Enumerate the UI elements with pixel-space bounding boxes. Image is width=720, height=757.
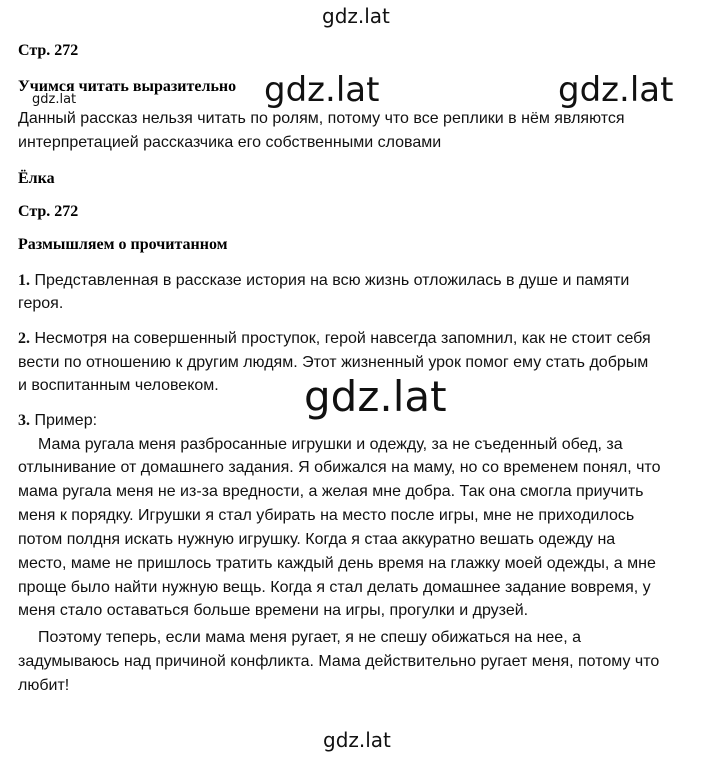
answer-3-line xyxy=(18,410,97,432)
paragraph-line: Данный рассказ нельзя читать по ролям, потому что все реплики в нём являются xyxy=(18,110,625,127)
example-line: задумываюсь над причиной конфликта. Мама действительно ругает меня, потому что xyxy=(18,653,660,670)
answer-2-line: и воспитанным человеком. xyxy=(18,377,219,394)
watermark-big-left: gdz.lat xyxy=(258,70,385,110)
example-line: отлынивание от домашнего задания. Я обижался на маму, но со временем понял, что xyxy=(18,459,661,476)
answer-1-line xyxy=(18,270,629,292)
example-line: место, маме не пришлось тратить каждый день время на глажку моей одежды, а мне xyxy=(18,555,656,572)
watermark-bottom: gdz.lat xyxy=(323,728,391,752)
heading-read-expressively: Учимся читать выразительно xyxy=(18,78,237,95)
watermark-center: gdz.lat xyxy=(296,372,455,421)
example-line: Мама ругала меня разбросанные игрушки и одежду, за не съеденный обед, за xyxy=(38,436,623,453)
example-line: потом полдня искать нужную игрушку. Когда я стаа аккуратно вешать одежду на xyxy=(18,531,616,548)
page-ref-1: Стр. 272 xyxy=(18,42,79,59)
answer-1-number: 1. xyxy=(18,272,30,289)
heading-reflection: Размышляем о прочитанном xyxy=(18,236,228,253)
paragraph-line: интерпретацией рассказчика его собственными словами xyxy=(18,134,442,151)
answer-1-line: героя. xyxy=(18,295,64,312)
answer-3-intro: Пример: xyxy=(34,412,98,429)
example-line: Поэтому теперь, если мама меня ругает, я не спешу обижаться на нее, а xyxy=(38,629,581,646)
example-line: мама ругала меня не из-за вредности, а желая мне добра. Так она смогла приучить xyxy=(18,483,644,500)
watermark-small-left: gdz.lat xyxy=(32,92,77,107)
answer-2-text: Несмотря на совершенный проступок, герой навсегда запомнил, как не стоит себя xyxy=(34,330,651,347)
answer-2-line: вести по отношению к другим людям. Этот жизненный урок помог ему стать добрым xyxy=(18,354,649,371)
example-line: меня стало оставаться больше времени на игры, прогулки и друзей. xyxy=(18,602,529,619)
example-line: любит! xyxy=(18,677,70,694)
page-ref-2: Стр. 272 xyxy=(18,203,79,220)
watermark-top: gdz.lat xyxy=(322,4,390,28)
answer-1-text: Представленная в рассказе история на всю жизнь отложилась в душе и памяти xyxy=(34,272,630,289)
watermark-big-right: gdz.lat xyxy=(552,70,679,110)
example-line: меня к порядку. Игрушки я стал убирать на место после игры, мне не приходилось xyxy=(18,507,635,524)
answer-2-number: 2. xyxy=(18,330,30,347)
example-line: проще было найти нужную вещь. Когда я стал делать домашнее задание вовремя, у xyxy=(18,579,651,596)
story-title: Ёлка xyxy=(18,170,55,187)
answer-3-number: 3. xyxy=(18,412,30,429)
answer-2-line xyxy=(18,328,651,350)
